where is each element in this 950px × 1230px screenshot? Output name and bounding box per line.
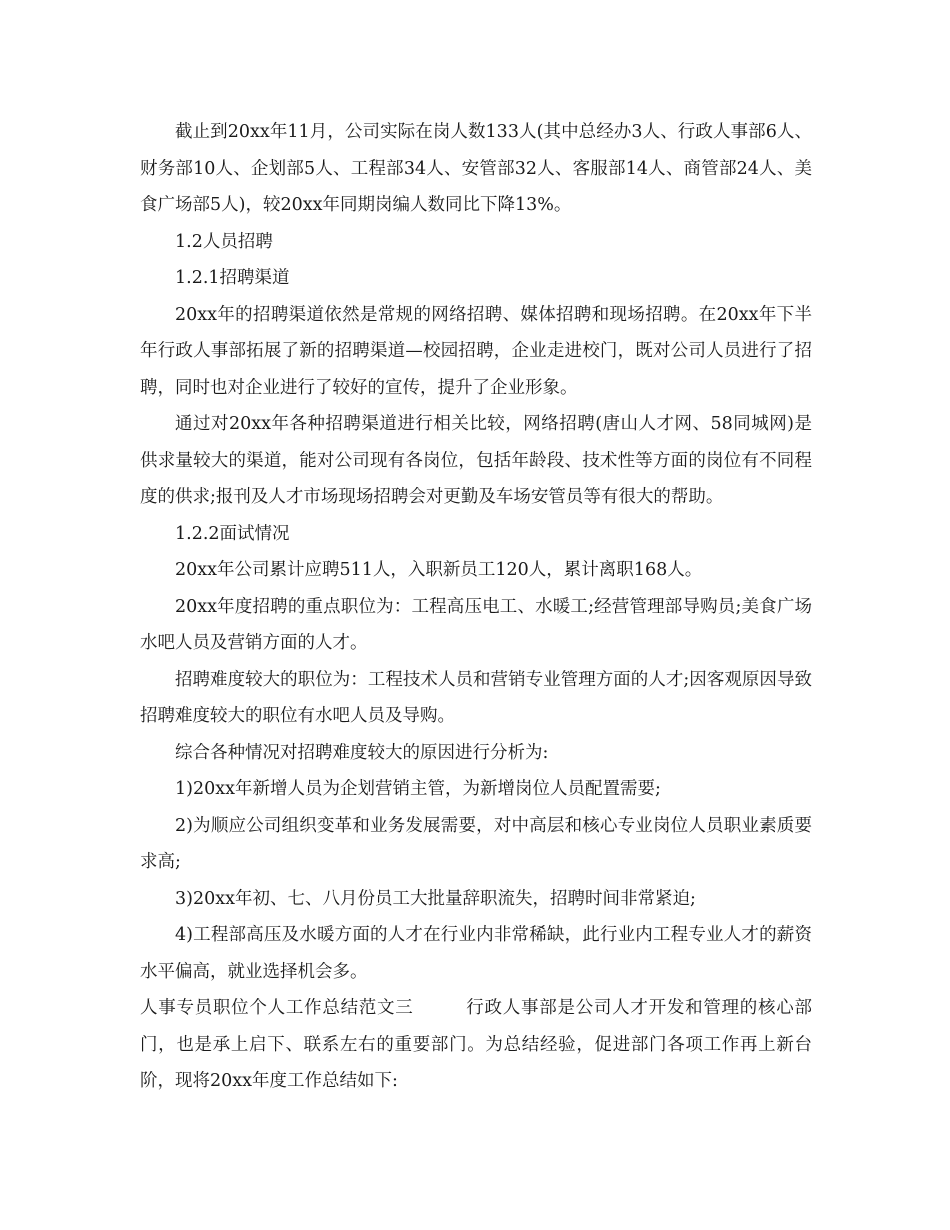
paragraph-channels: 20xx年的招聘渠道依然是常规的网络招聘、媒体招聘和现场招聘。在20xx年下半年行政人事部拓展了新的招聘渠道—校园招聘，企业走进校门，既对公司人员进行了招聘，同时也对企业进行了较好的宣传，提升了企业形象。: [140, 304, 812, 398]
paragraph-analysis-intro: 综合各种情况对招聘难度较大的原因进行分析为:: [175, 742, 549, 763]
paragraph-key-positions: 20xx年度招聘的重点职位为：工程高压电工、水暖工;经营管理部导购员;美食广场水吧人员及营销方面的人才。: [140, 596, 812, 653]
paragraph-applicant-stats: 20xx年公司累计应聘511人，入职新员工120人，累计离职168人。: [175, 560, 703, 580]
heading-recruitment: 1.2人员招聘: [175, 231, 273, 252]
paragraph-section-three: [140, 990, 812, 1100]
list-item-reason-1: 1)20xx年新增人员为企划营销主管，为新增岗位人员配置需要;: [175, 779, 661, 799]
list-item-reason-2: 2)为顺应公司组织变革和业务发展需要，对中高层和核心专业岗位人员职业素质要求高;: [140, 815, 812, 872]
document-body: [140, 114, 812, 1100]
section-title: 人事专员职位个人工作总结范文三: [140, 998, 414, 1018]
paragraph-headcount: 截止到20xx年11月，公司实际在岗人数133人(其中总经办3人、行政人事部6人、财务部10人、企划部5人、工程部34人、安管部32人、客服部14人、商管部24人、美食广场部5人)，较20xx年同期岗编人数同比下降13%。: [140, 122, 812, 215]
list-item-reason-3: 3)20xx年初、七、八月份员工大批量辞职流失，招聘时间非常紧迫;: [175, 888, 696, 909]
paragraph-hard-positions: 招聘难度较大的职位为：工程技术人员和营销专业管理方面的人才;因客观原因导致招聘难度较大的职位有水吧人员及导购。: [140, 669, 812, 726]
list-item-reason-4: 4)工程部高压及水暖方面的人才在行业内非常稀缺，此行业内工程专业人才的薪资水平偏高，就业选择机会多。: [140, 925, 812, 982]
paragraph-intro: 行政人事部是公司人才开发和管理的核心部门，也是承上启下、联系左右的重要部门。为总结经验，促进部门各项工作再上新台阶，现将20xx年度工作总结如下:: [140, 998, 813, 1091]
heading-recruitment-channels: 1.2.1招聘渠道: [175, 268, 290, 288]
heading-interviews: 1.2.2面试情况: [175, 523, 290, 544]
paragraph-channel-comparison: 通过对20xx年各种招聘渠道进行相关比较，网络招聘(唐山人才网、58同城网)是供求量较大的渠道，能对公司现有各岗位，包括年龄段、技术性等方面的岗位有不同程度的供求;报刊及人才市场现场招聘会对更勤及车场安管员等有很大的帮助。: [140, 414, 812, 507]
